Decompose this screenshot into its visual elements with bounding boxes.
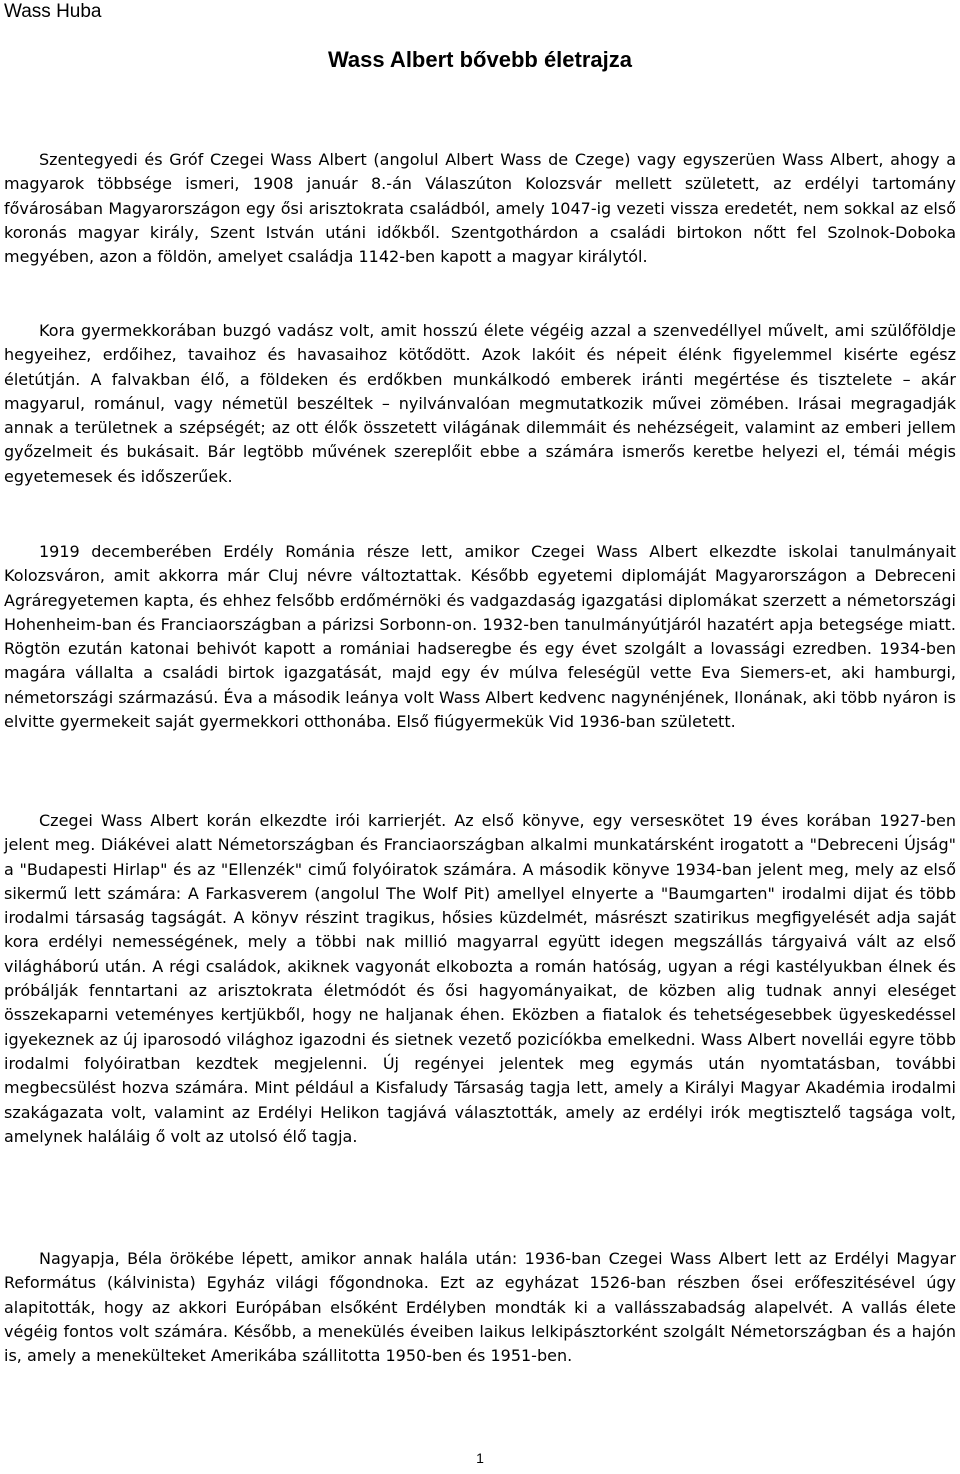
paragraph-birth: Szentegyedi és Gróf Czegei Wass Albert (angolul Albert Wass de Czege) vagy egyszerüen Wass Albert, ahogy a magyarok többsége ismeri, 1908 január 8.-án Válaszúton Kolozsvár mellett született, az erdélyi tartomány fővárosában Magyarországon egy ősi arisztokrata családból, amely 1047-ig vezeti vissza eredetét, nem sokkal az első koronás magyar király, Szent István utáni időkből. Szentgothárdon a családi birtokon nőtt fel Szolnok-Doboka megyében, azon a földön, amelyet családja 1142-ben kapott a magyar királytól.: [4, 150, 956, 267]
paragraph-church: Nagyapja, Béla örökébe lépett, amikor annak halála után: 1936-ban Czegei Wass Albert lett az Erdélyi Magyar Református (kálvinista) Egyház világi főgondnoka. Ezt az egyházat 1526-ban részben ősei erőfeszitésével úgy alapitották, hogy az akkori Európában elsőként Erdélyben mondták ki a vallásszabadság alapelvét. A vallás élete végéig fontos volt számára. Később, a menekülés éveiben laikus lelkipásztorként szolgált Németországban és a hajón is, amely a menekülteket Amerikába szállitotta 1950-ben és 1951-ben.: [4, 1249, 956, 1366]
document-title: Wass Albert bővebb életrajza: [327, 47, 632, 72]
paragraph-childhood: Kora gyermekkorában buzgó vadász volt, amit hosszú élete végéig azzal a szenvedéllyel művelt, ami szülőföldje hegyeihez, erdőihez, tavaihoz és havasaihoz kötődött. Azok lakóit és népeit élénk figyelemmel kisérte egész életútján. A falvakban élő, a földeken és erdőkben munkálkodó emberek iránti megértése és tisztelete – akár magyarul, románul, vagy németül beszéltek – nyilvánvalóan megmutatkozik művei zömében. Irásai megragadják annak a területnek a szépségét; az ott élők összetett világának dilemmáit és nehézségeit, valamint az emberi jellem győzelmeit és bukásait. Bár legtöbb művének szereplőit ebbe a számára ismerős keretbe helyezi el, témái mégis egyetemesek és időszerűek.: [4, 321, 956, 486]
paragraph-writing-career: Czegei Wass Albert korán elkezdte irói karrierjét. Az első könyve, egy versesкötet 19 éves korában 1927-ben jelent meg. Diákévei alatt Németországban és Franciaországban alkalmi munkatársként irogatott a "Debreceni Újság" a "Budapesti Hirlap" és az "Ellenzék" cimű folyóiratok számára. A második könyve 1934-ban jelent meg, mely az első sikermű lett számára: A Farkasverem (angolul The Wolf Pit) amellyel elnyerte a "Baumgarten" irodalmi dijat és több irodalmi társaság tagságát. A könyv részint tragikus, hősies küzdelmét, másrészt szatirikus megfigyelését adja saját kora erdélyi nemességének, mely a többi nak millió magyarral együtt idegen megszállás tárgyaivá vált az első világháború után. A régi családok, akiknek vagyonát elkobozta a román hatóság, ugyan a régi kastélyukban élnek és próbálják fenntartani az arisztokrata életmódót és ősi hagyományaikat, de közben alig tudnak annyi eleséget összekaparni veteményes kertjükből, hogy ne haljanak éhen. Eközben a fiatalok és tehetségesebbek ügyeskedéssel igyekeznek az új iparosodó világhoz igazodni és sietnek vezető pozicíókba emelkedni. Wass Albert novellái egyre több irodalmi folyóiratban kezdtek megjelenni. Új regényei jelentek meg egymás után nyomtatásban, további megbecsülést hozva számára. Mint például a Kisfaludy Társaság tagja lett, amely a Királyi Magyar Akadémia irodalmi szakágazata volt, valamint az Erdélyi Helikon tagjává választották, amely az erdélyi irók megtisztelő tagsága volt, amelynek haláláig ő volt az utolsó élő tagja.: [4, 811, 956, 1146]
page-number: 1: [476, 1450, 484, 1466]
header-author: Wass Huba: [4, 1, 102, 22]
paragraph-education: 1919 decemberében Erdély Románia része lett, amikor Czegei Wass Albert elkezdte iskolai tanulmányait Kolozsváron, amit akkorra már Cluj névre változtattak. Később egyetemi diplomáját Magyarországon a Debreceni Agráregyetemen kapta, és ehhez felsőbb erdőmérnöki és vadgazdaság igazgatási diplomákat szerzett a németországi Hohenheim-ban és Franciaországban a párizsi Sorbonn-on. 1932-ben tanulmányútjáról hazatért apja betegsége miatt. Rögtön ezután katonai behivót kapott a romániai hadseregbe és egy évet szolgált a lovassági ezredben. 1934-ben magára vállalta a családi birtok igazgatását, majd egy év múlva feleségül vette Eva Siemers-et, aki hamburgi, németországi származású. Éva a második leánya volt Wass Albert kedvenc nagynénjének, Ilonának, aki több nyáron is elvitte gyermekeit saját gyermekkori otthonába. Első fiúgyermekük Vid 1936-ban született.: [4, 542, 956, 732]
